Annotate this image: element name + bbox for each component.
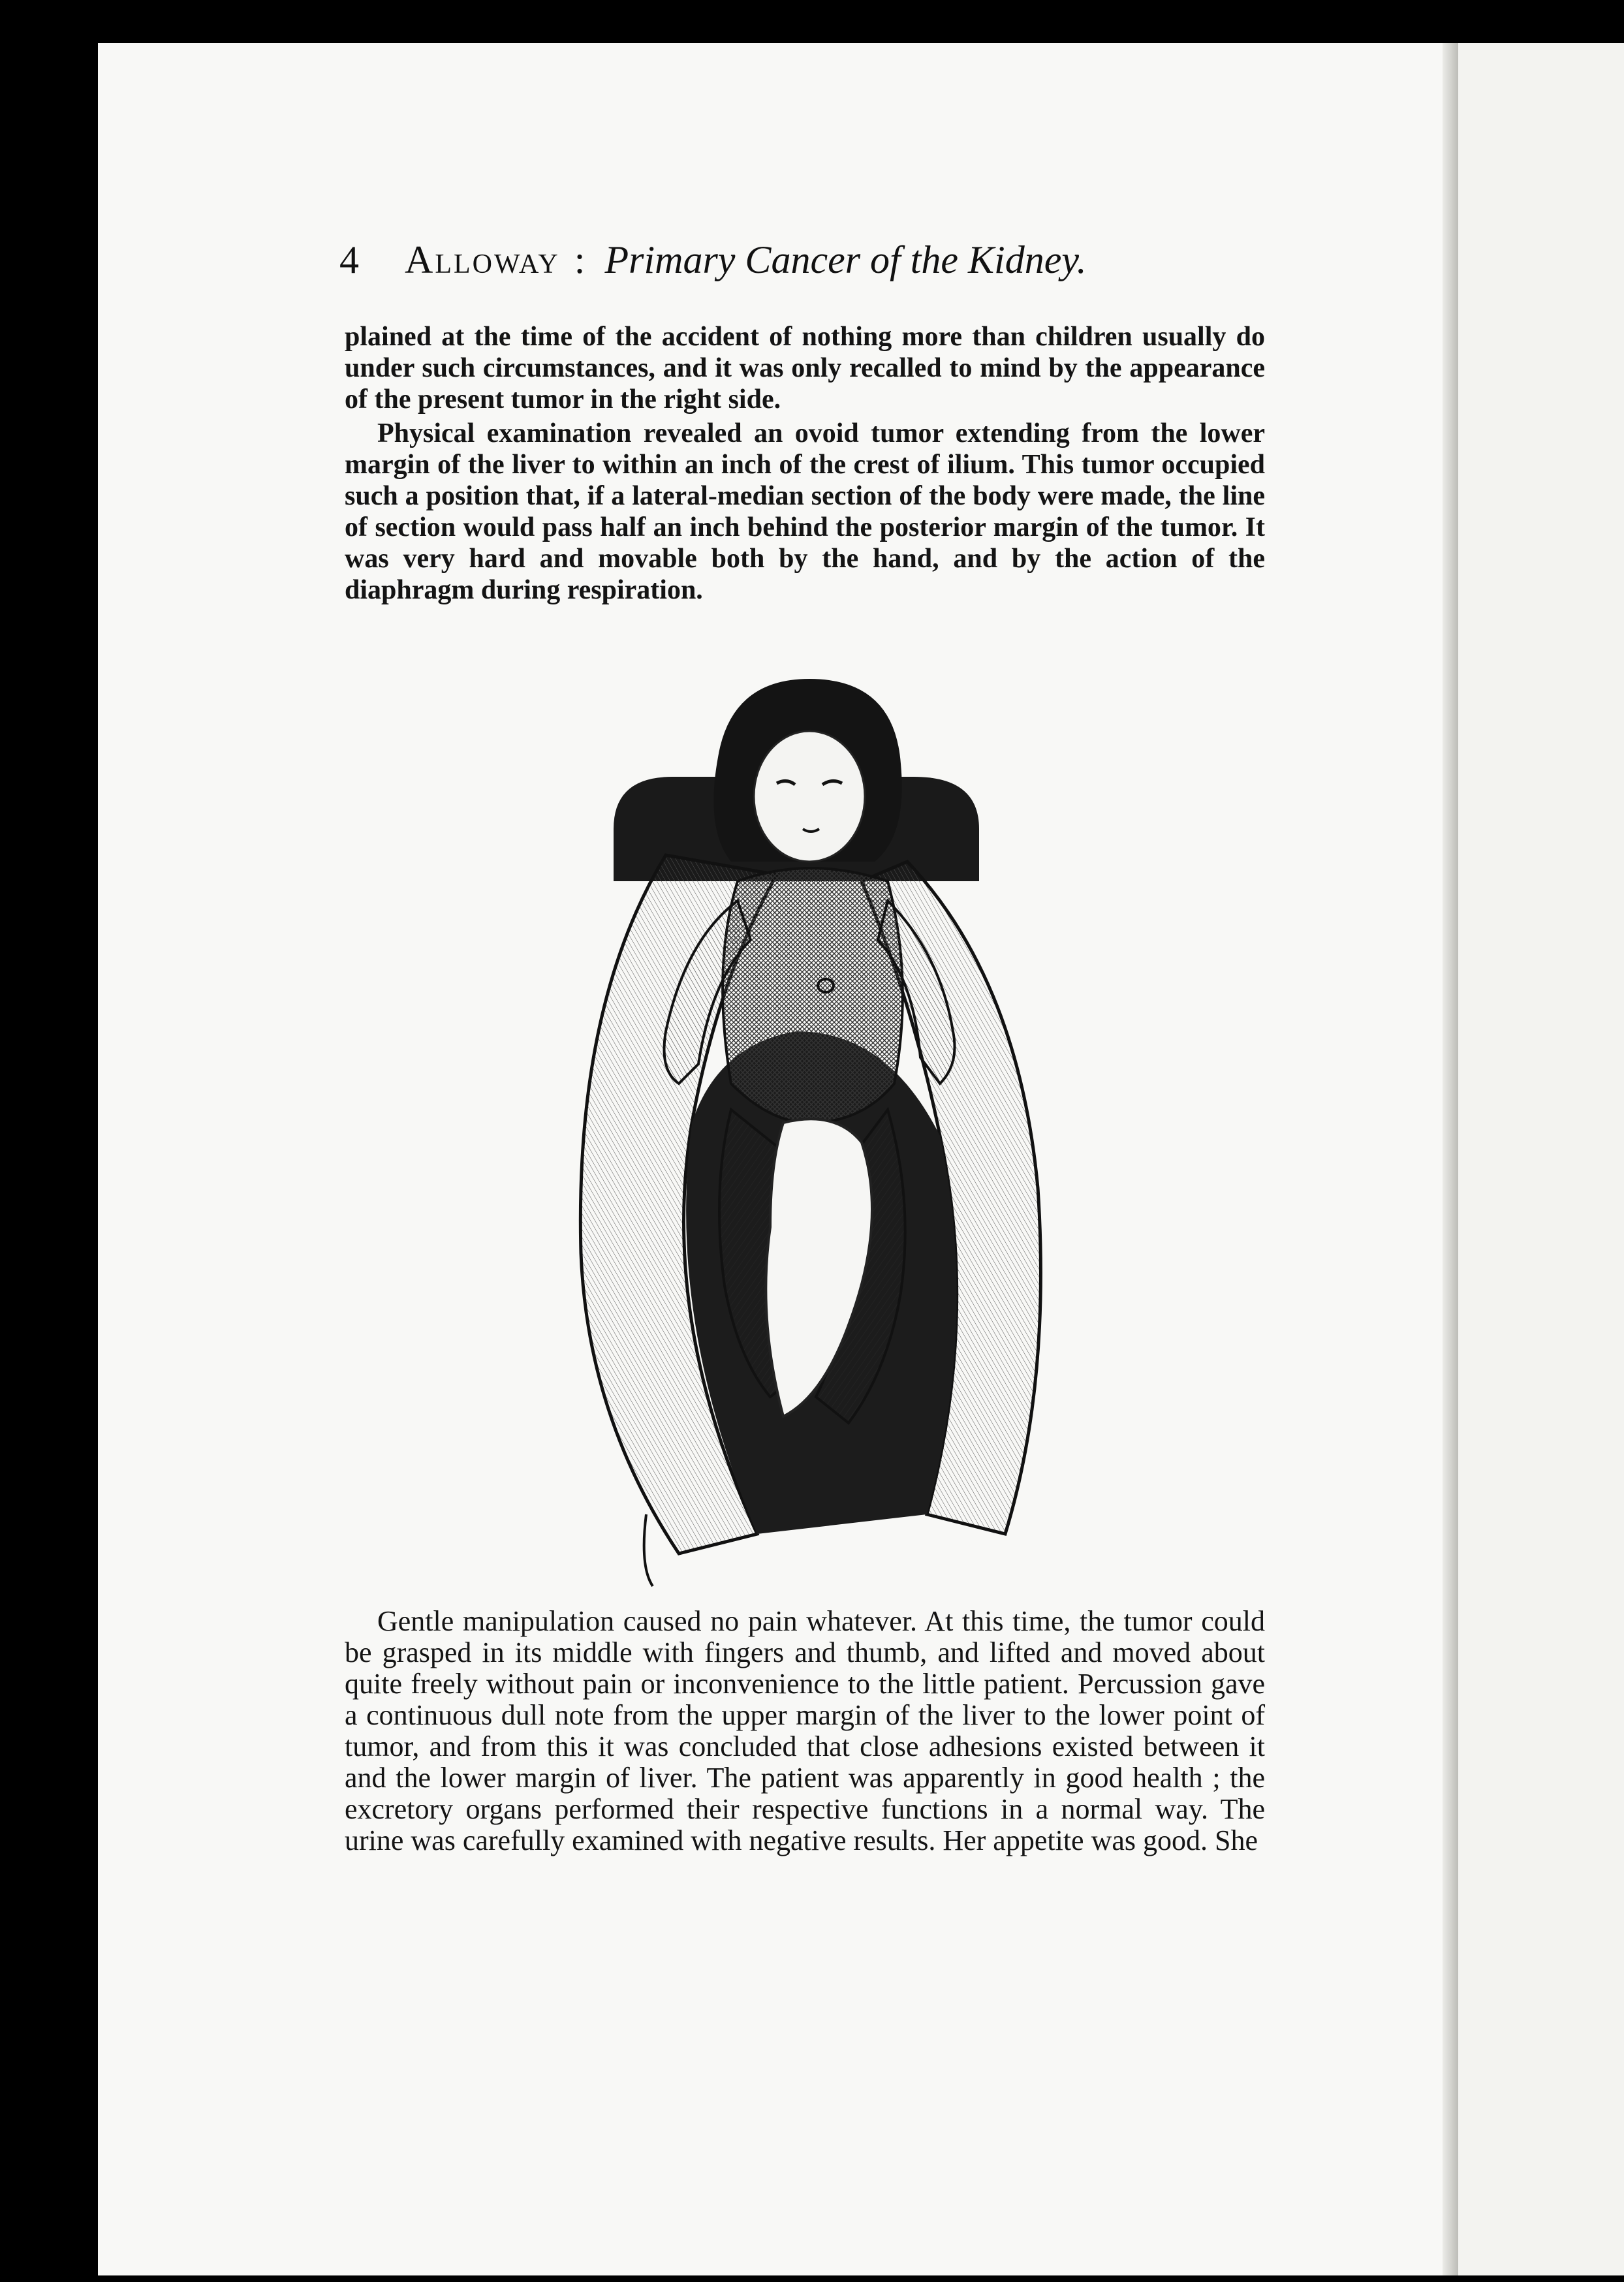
face bbox=[754, 731, 865, 862]
torso bbox=[723, 868, 903, 1123]
running-head-separator: : bbox=[574, 238, 586, 281]
page-fold-shadow bbox=[1443, 43, 1458, 2275]
running-head-title: Primary Cancer of the Kidney. bbox=[604, 238, 1087, 281]
adjacent-page-edge bbox=[1458, 43, 1624, 2275]
paragraph-continuation: plained at the time of the accident of nothing more than children usually do under such circumstances, and it was only recalled to mind by the appearance of the present tumor in the right side. bbox=[345, 322, 1265, 414]
engraving-of-child-patient-icon bbox=[496, 666, 1097, 1593]
running-head-author: Alloway bbox=[405, 238, 560, 281]
page-number: 4 bbox=[339, 238, 359, 281]
running-head bbox=[339, 234, 1188, 286]
paragraph-manipulation: Gentle manipulation caused no pain whatever. At this time, the tumor could be grasped in its middle with fingers and thumb, and lifted and moved about quite freely without pain or inconvenience to the little patient. Percussion gave a continuous dull note from the upper margin of the liver to the lower point of tumor, and from this it was concluded that close adhesions existed between it and the lower margin of liver. The patient was apparently in good health ; the excretory organs performed their respective functions in a normal way. The urine was carefully examined with negative results. Her appetite was good. She bbox=[345, 1605, 1265, 1856]
paragraph-physical-examination: Physical examination revealed an ovoid tumor extending from the lower margin of the liver to within an inch of the crest of ilium. This tumor occupied such a position that, if a lateral-median section of the body were made, the line of section would pass half an inch behind the posterior margin of the tumor. It was very hard and movable both by the hand, and by the action of the diaphragm during respiration. bbox=[345, 418, 1265, 605]
